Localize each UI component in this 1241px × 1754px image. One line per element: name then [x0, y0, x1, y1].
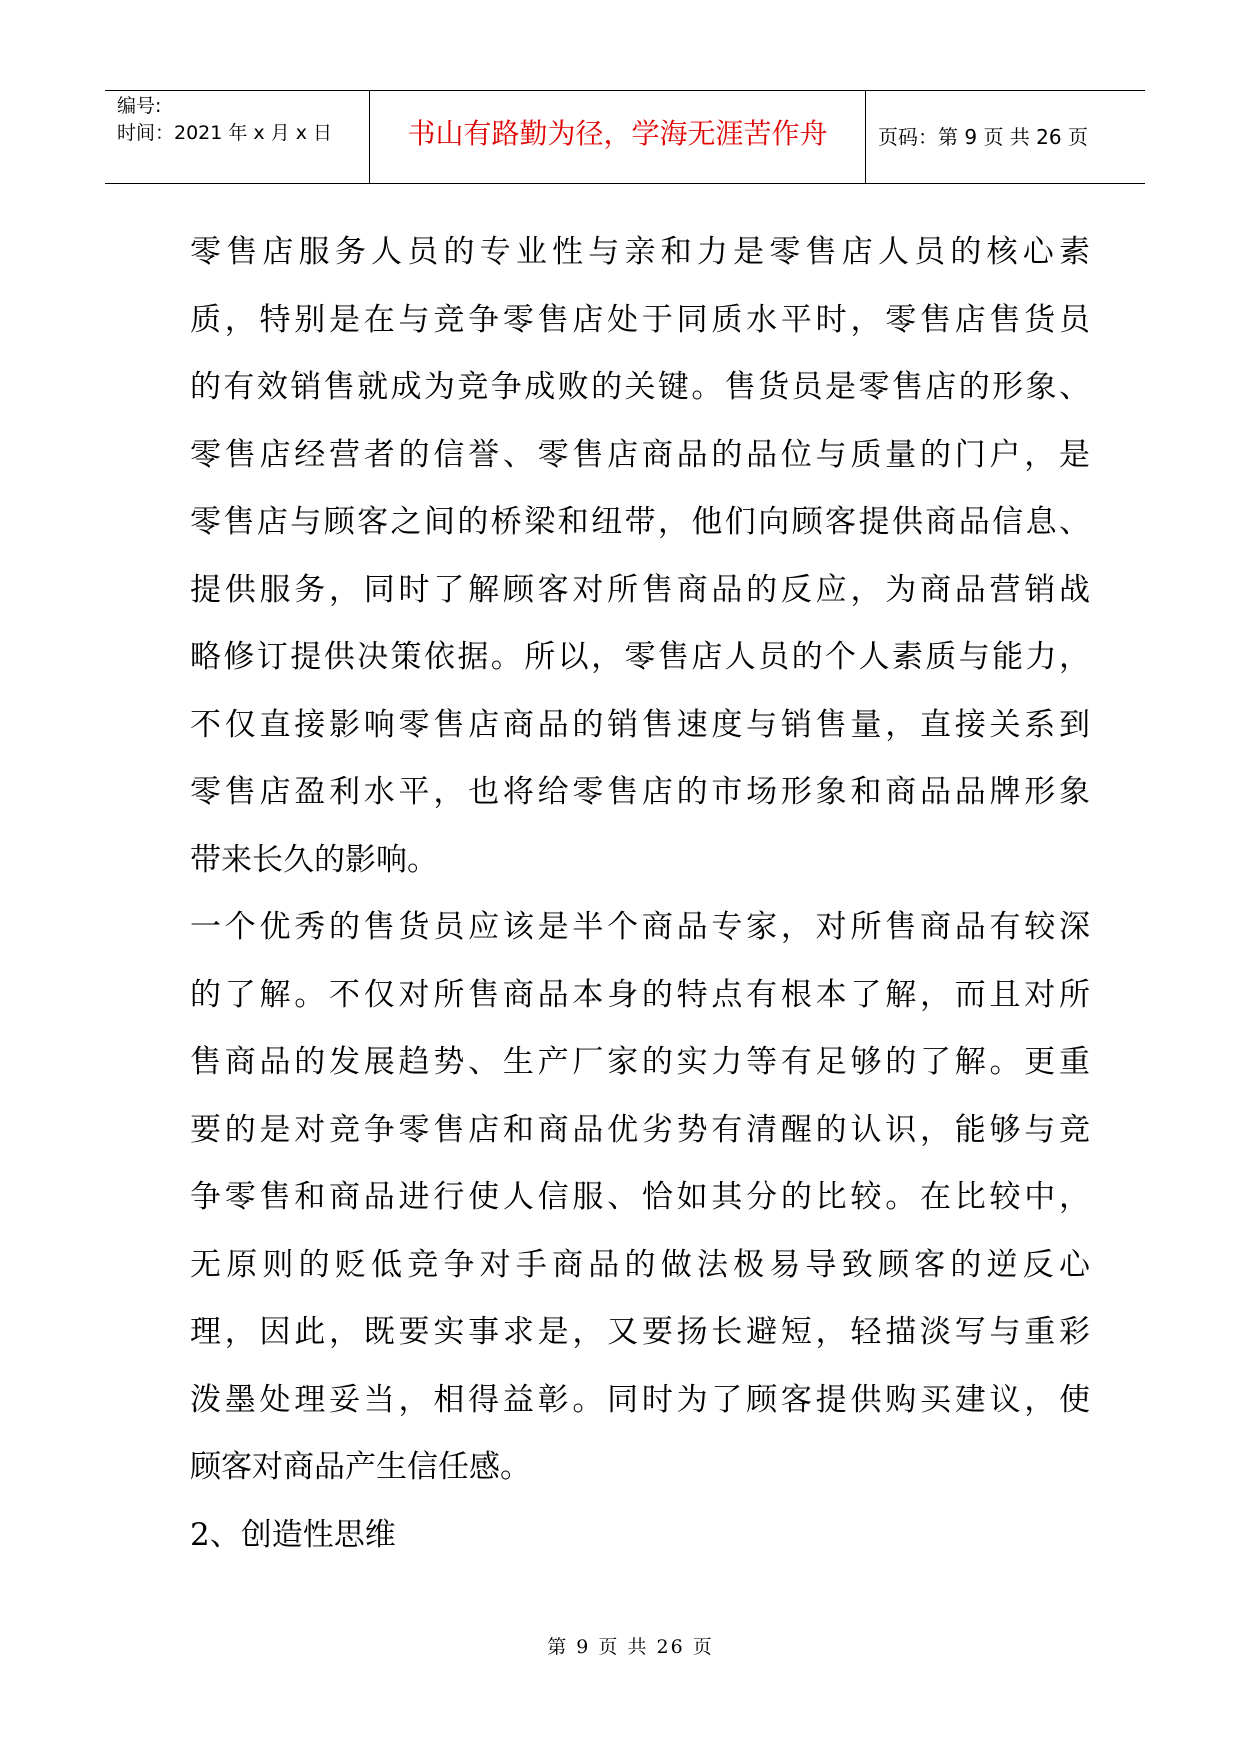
page-code: 页码：第 9 页 共 26 页: [878, 125, 1088, 149]
header-meta-cell: [105, 91, 370, 183]
page-footer: [0, 1632, 1241, 1659]
section-heading: 2、创造性思维: [190, 1516, 396, 1553]
body-line: 泼墨处理妥当，相得益彰。同时为了顾客提供购买建议，使: [190, 1381, 1090, 1418]
body-line: 零售店与顾客之间的桥梁和纽带，他们向顾客提供商品信息、: [190, 504, 1090, 540]
body-line: 质，特别是在与竞争零售店处于同质水平时，零售店售货员: [190, 301, 1090, 338]
body-line: 售商品的发展趋势、生产厂家的实力等有足够的了解。更重: [190, 1044, 1090, 1080]
document-time: 时间：2021 年 x 月 x 日: [117, 122, 333, 144]
body-line: 略修订提供决策依据。所以，零售店人员的个人素质与能力，: [190, 639, 1090, 675]
document-number-label: 编号:: [117, 95, 162, 117]
body-line: 争零售和商品进行使人信服、恰如其分的比较。在比较中，: [190, 1179, 1090, 1215]
body-line: 的了解。不仅对所售商品本身的特点有根本了解，而且对所: [190, 976, 1090, 1013]
body-line: 零售店经营者的信誉、零售店商品的品位与质量的门户，是: [190, 436, 1090, 473]
body-line: 理，因此，既要实事求是，又要扬长避短，轻描淡写与重彩: [190, 1314, 1090, 1350]
body-line: 提供服务，同时了解顾客对所售商品的反应，为商品营销战: [190, 571, 1090, 608]
motto-text: 书山有路勤为径，学海无涯苦作舟: [407, 117, 828, 150]
body-line: 顾客对商品产生信任感。: [190, 1449, 531, 1485]
body-line: 无原则的贬低竞争对手商品的做法极易导致顾客的逆反心: [190, 1246, 1090, 1283]
document-body: [190, 225, 1090, 1575]
document-header: [105, 90, 1145, 184]
body-line: 的有效销售就成为竞争成败的关键。售货员是零售店的形象、: [190, 369, 1090, 405]
header-motto-cell: [370, 91, 866, 183]
body-line: 零售店服务人员的专业性与亲和力是零售店人员的核心素: [190, 234, 1090, 270]
body-line: 带来长久的影响。: [190, 841, 438, 878]
footer-page-number: 第 9 页 共 26 页: [547, 1636, 714, 1658]
body-line: 一个优秀的售货员应该是半个商品专家，对所售商品有较深: [190, 909, 1090, 945]
body-line: 要的是对竞争零售店和商品优劣势有清醒的认识，能够与竞: [190, 1111, 1090, 1148]
body-line: 不仅直接影响零售店商品的销售速度与销售量，直接关系到: [190, 706, 1090, 743]
body-line: 零售店盈利水平，也将给零售店的市场形象和商品品牌形象: [190, 774, 1090, 810]
header-page-cell: [866, 91, 1145, 183]
